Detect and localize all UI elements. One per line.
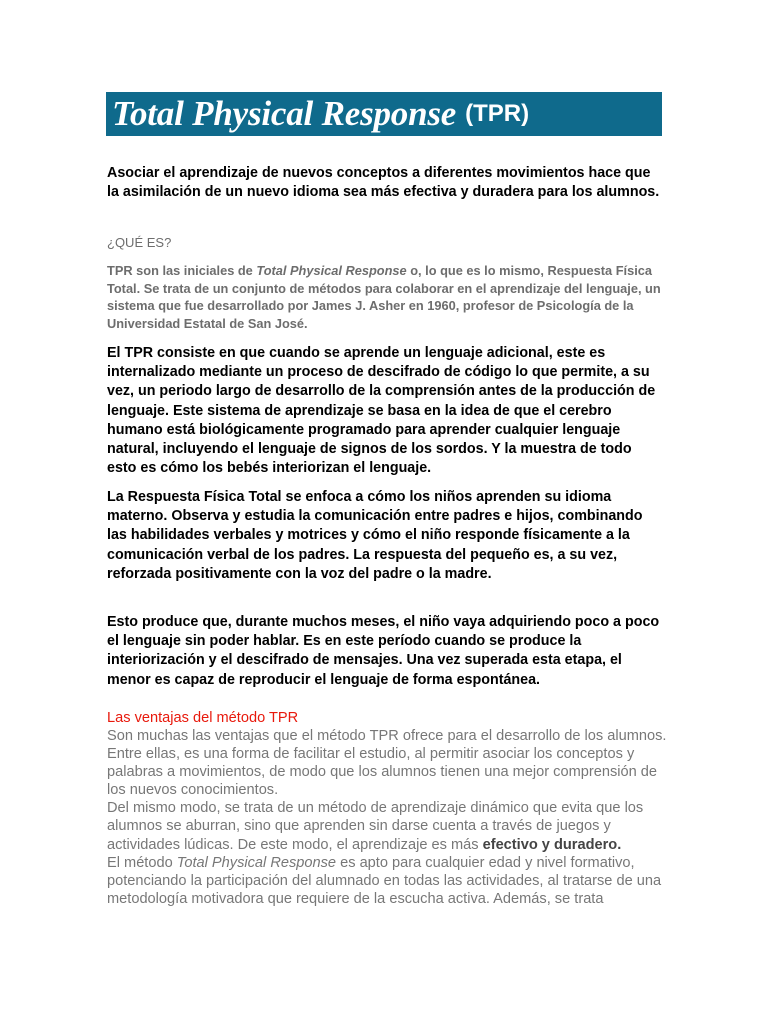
intro-paragraph: Asociar el aprendizaje de nuevos conceptos a diferentes movimientos hace que la asimilación de un nuevo idioma sea más efectiva y duradera para los alumnos.: [107, 165, 660, 201]
que-es-paragraph: [107, 262, 663, 332]
ventajas-section: [107, 709, 667, 908]
ventajas-p2-text: Del mismo modo, se trata de un método de aprendizaje dinámico que evita que los alumnos se aburran, sino que aprenden sin darse cuenta a través de juegos y actividades lúdicas. De este modo, el aprendizaje es más: [107, 800, 644, 853]
que-es-text-end: o, lo que es lo mismo, Respuesta Física Total. Se trata de un conjunto de métodos para colaborar en el aprendizaje del lenguaje, un sistema que fue desarrollado por James J. Asher en 1960, profesor de Psicología de la Universidad Estatal de San José.: [107, 263, 661, 331]
title-abbreviation: (TPR): [465, 100, 530, 127]
body-paragraph-1: El TPR consiste en que cuando se aprende un lenguaje adicional, este es internalizado mediante un proceso de descifrado de código lo que permite, a su vez, un periodo largo de desarrollo de la comprensión antes de la producción de lenguaje. Este sistema de aprendizaje se basa en la idea de que el cerebro humano está biológicamente programado para aprender cualquier lenguaje natural, incluyendo el lenguaje de signos de los sordos. Y la muestra de todo esto es cómo los bebés interiorizan el lenguaje.: [107, 345, 656, 477]
intro-section: [107, 164, 663, 202]
que-es-heading: ¿QUÉ ES?: [107, 235, 172, 250]
que-es-section: [107, 235, 663, 251]
title-banner: [106, 92, 662, 136]
ventajas-p3-emphasis: Total Physical Response: [176, 854, 337, 871]
body-paragraph-3: Esto produce que, durante muchos meses, el niño vaya adquiriendo poco a poco el lenguaje sin poder hablar. Es en este período cuando se produce la interiorización y el descifrado de mensajes. Una vez superada esta etapa, el menor es capaz de reproducir el lenguaje de forma espontánea.: [107, 614, 660, 688]
ventajas-p3-text-start: El método: [107, 854, 177, 871]
ventajas-paragraph-2: [107, 799, 667, 853]
ventajas-p2-bold: efectivo y duradero.: [482, 836, 622, 853]
que-es-body: [107, 262, 663, 332]
ventajas-p3-text-end: es apto para cualquier edad y nivel formativo, potenciando la participación del alumnado en todas las actividades, al tratarse de una metodología motivadora que requiere de la escucha activa. Además, se trata: [107, 854, 662, 907]
body-paragraph-1-block: [107, 344, 663, 478]
ventajas-heading: Las ventajas del método TPR: [107, 710, 299, 726]
que-es-emphasis: Total Physical Response: [256, 263, 407, 278]
que-es-text-start: TPR son las iniciales de: [107, 263, 257, 278]
page-title: Total Physical Response: [112, 94, 457, 133]
body-paragraph-2-block: [107, 488, 663, 584]
ventajas-paragraph-1: Son muchas las ventajas que el método TPR ofrece para el desarrollo de los alumnos. Entre ellas, es una forma de facilitar el estudio, al permitir asociar los conceptos y palabras a movimientos, de modo que los alumnos tienen una mejor comprensión de los nuevos conocimientos.: [107, 728, 667, 799]
ventajas-paragraph-3: [107, 854, 667, 908]
body-paragraph-3-block: [107, 613, 663, 690]
body-paragraph-2: La Respuesta Física Total se enfoca a cómo los niños aprenden su idioma materno. Observa y estudia la comunicación entre padres e hijos, combinando las habilidades verbales y motrices y cómo el niño responde físicamente a la comunicación verbal de los padres. La respuesta del pequeño es, a su vez, reforzada positivamente con la voz del padre o la madre.: [107, 489, 643, 582]
